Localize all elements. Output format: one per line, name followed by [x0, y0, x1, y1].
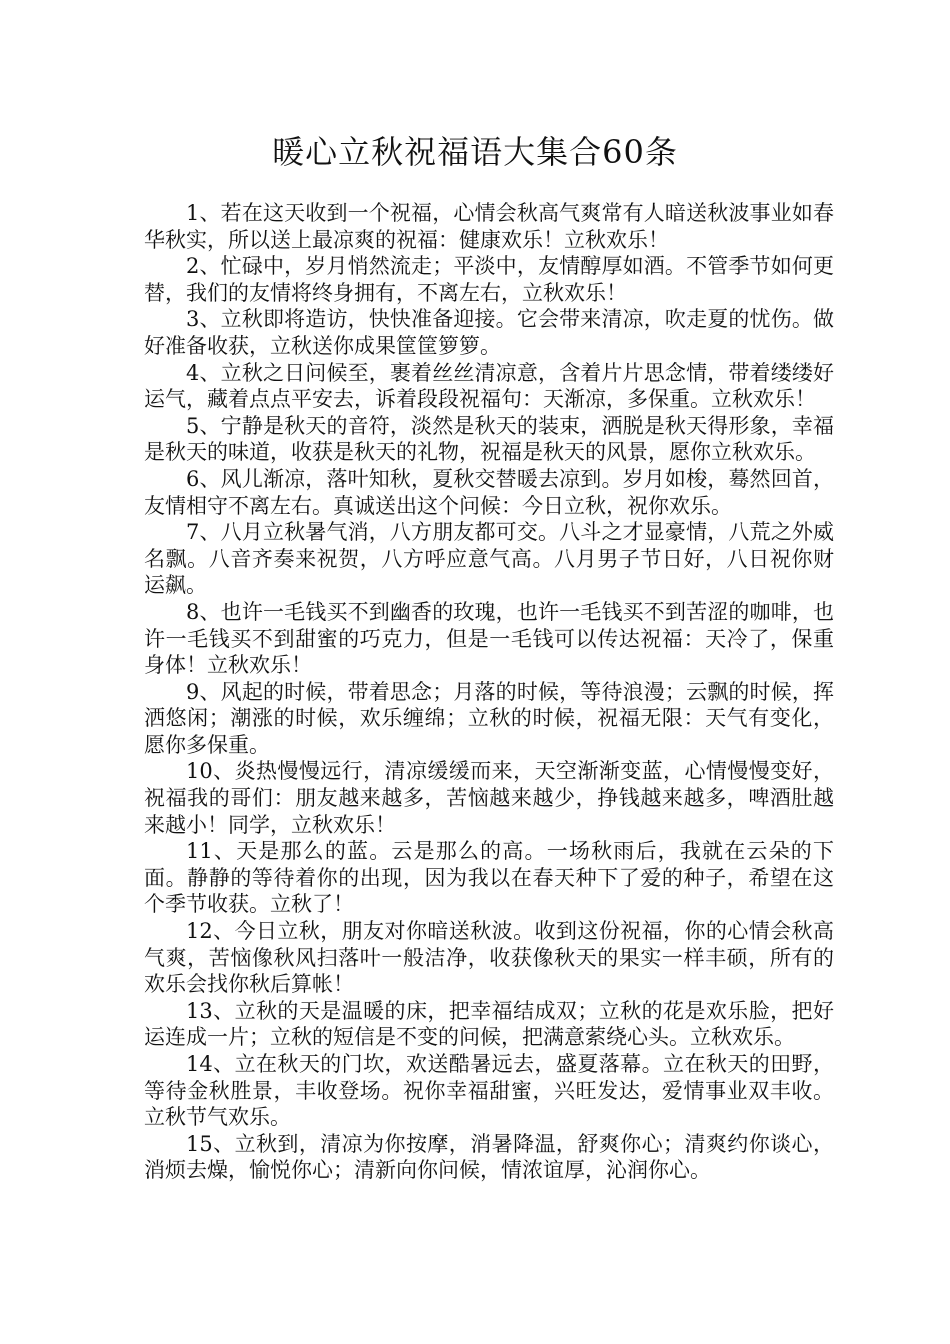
paragraph-15: 15、立秋到，清凉为你按摩，消暑降温，舒爽你心；清爽约你谈心，消烦去燥，愉悦你心；清新向你问候，情浓谊厚，沁润你心。: [144, 1131, 834, 1183]
paragraph-13: 13、立秋的天是温暖的床，把幸福结成双；立秋的花是欢乐脸，把好运连成一片；立秋的短信是不变的问候，把满意萦绕心头。立秋欢乐。: [144, 998, 834, 1050]
paragraph-12: 12、今日立秋，朋友对你暗送秋波。收到这份祝福，你的心情会秋高气爽，苦恼像秋风扫落叶一般洁净，收获像秋天的果实一样丰硕，所有的欢乐会找你秋后算帐！: [144, 919, 834, 997]
paragraph-1: 1、若在这天收到一个祝福，心情会秋高气爽常有人暗送秋波事业如春华秋实，所以送上最凉爽的祝福：健康欢乐！立秋欢乐！: [144, 201, 834, 252]
document-body: [144, 200, 834, 1184]
paragraph-8: 8、也许一毛钱买不到幽香的玫瑰，也许一毛钱买不到苦涩的咖啡，也许一毛钱买不到甜蜜的巧克力，但是一毛钱可以传达祝福：天冷了，保重身体！立秋欢乐！: [144, 599, 834, 678]
paragraph-4: 4、立秋之日问候至，裹着丝丝清凉意，含着片片思念情，带着缕缕好运气，藏着点点平安去，诉着段段祝福句：天渐凉，多保重。立秋欢乐！: [144, 360, 834, 412]
paragraph-6: 6、风儿渐凉，落叶知秋，夏秋交替暖去凉到。岁月如梭，蓦然回首，友情相守不离左右。真诚送出这个问候：今日立秋，祝你欢乐。: [144, 466, 834, 518]
paragraph-7: 7、八月立秋暑气消，八方朋友都可交。八斗之才显豪情，八荒之外威名飘。八音齐奏来祝贺，八方呼应意气高。八月男子节日好，八日祝你财运飙。: [144, 520, 834, 598]
paragraph-9: 9、风起的时候，带着思念；月落的时候，等待浪漫；云飘的时候，挥洒悠闲；潮涨的时候，欢乐缠绵；立秋的时候，祝福无限：天气有变化，愿你多保重。: [144, 679, 834, 757]
paragraph-5: 5、宁静是秋天的音符，淡然是秋天的装束，洒脱是秋天得形象，幸福是秋天的味道，收获是秋天的礼物，祝福是秋天的风景，愿你立秋欢乐。: [144, 413, 834, 465]
paragraph-2: 2、忙碌中，岁月悄然流走；平淡中，友情醇厚如酒。不管季节如何更替，我们的友情将终身拥有，不离左右，立秋欢乐！: [144, 254, 834, 305]
paragraph-14: 14、立在秋天的门坎，欢送酷暑远去，盛夏落幕。立在秋天的田野，等待金秋胜景，丰收登场。祝你幸福甜蜜，兴旺发达，爱情事业双丰收。立秋节气欢乐。: [144, 1052, 834, 1130]
paragraph-10: 10、炎热慢慢远行，清凉缓缓而来，天空渐渐变蓝，心情慢慢变好，祝福我的哥们：朋友越来越多，苦恼越来越少，挣钱越来越多，啤酒肚越来越小！同学，立秋欢乐！: [144, 759, 834, 837]
paragraph-11: 11、天是那么的蓝。云是那么的高。一场秋雨后，我就在云朵的下面。静静的等待着你的出现，因为我以在春天种下了爱的种子，希望在这个季节收获。立秋了！: [144, 839, 834, 917]
paragraph-3: 3、立秋即将造访，快快准备迎接。它会带来清凉，吹走夏的忧伤。做好准备收获，立秋送你成果筐筐箩箩。: [144, 307, 834, 358]
document-title: 暖心立秋祝福语大集合60条: [272, 133, 678, 171]
